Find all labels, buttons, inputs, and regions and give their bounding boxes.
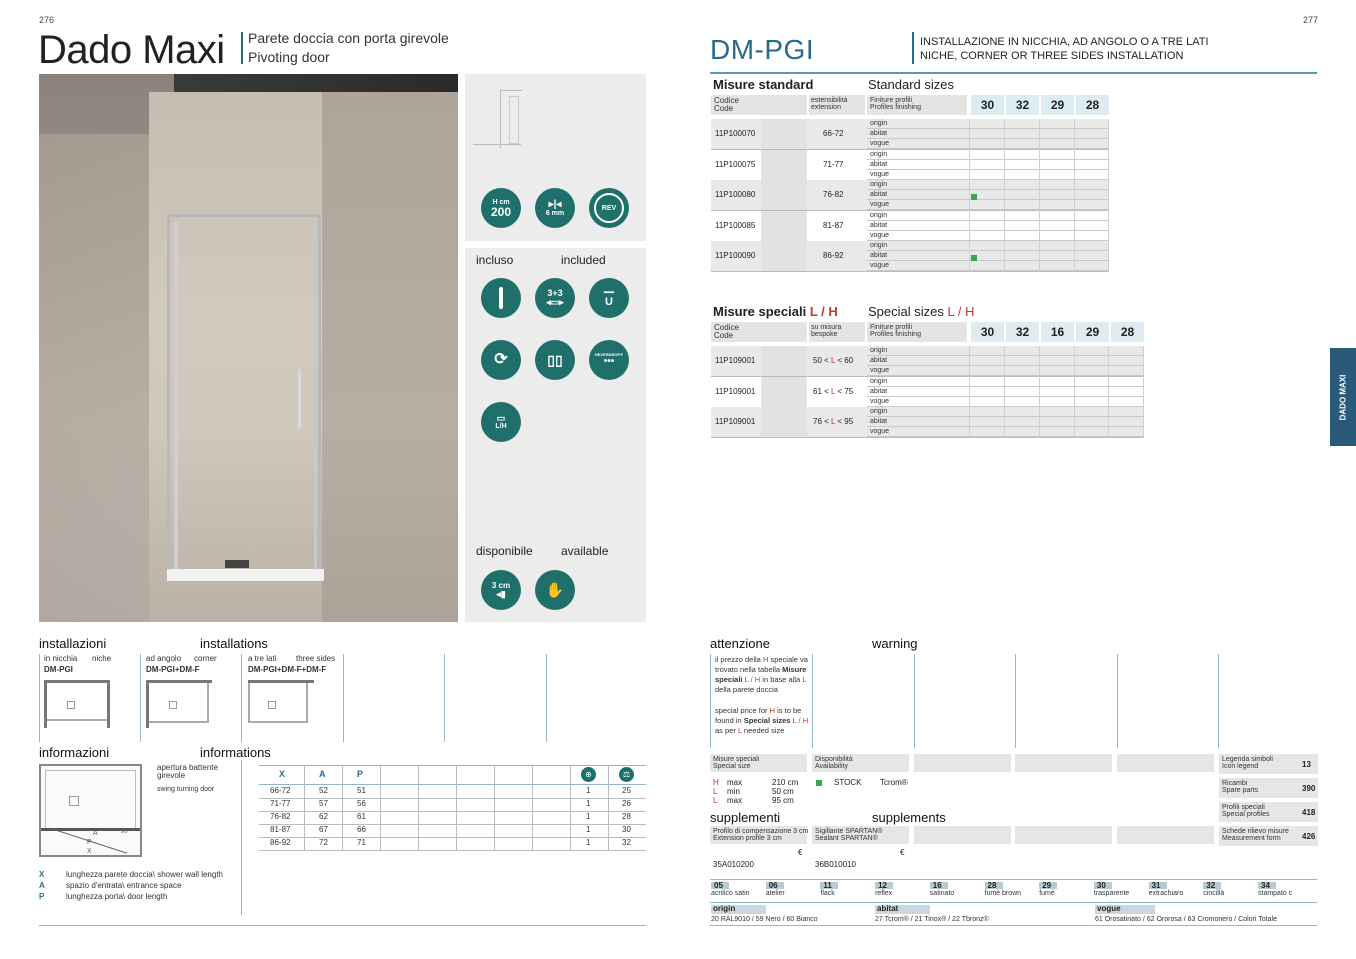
std-col-line — [969, 180, 970, 211]
sp-col-line — [969, 346, 970, 377]
u-profile-icon: ━━ U — [589, 278, 629, 318]
std-finish-line — [867, 220, 1108, 221]
std-col-line — [1004, 180, 1005, 211]
sp-row-finish: origin — [870, 347, 888, 354]
included-label-it: incluso — [476, 253, 514, 267]
special-size-values: H max 210 cm L min 50 cm L max 95 cm — [713, 778, 799, 806]
product-photo — [39, 74, 458, 622]
available-label-it: disponibile — [476, 544, 533, 558]
profile-group-items: 20 RAL9010 / 59 Nero / 60 Bianco — [711, 916, 818, 923]
info-cell-weight: 30 — [622, 825, 631, 834]
std-col-line — [1108, 150, 1109, 181]
std-col-line — [1108, 211, 1109, 242]
info-cell-a: 57 — [319, 799, 328, 808]
std-col-line — [1074, 119, 1075, 150]
sp-hdr-code: Codice Code — [714, 323, 739, 341]
door-panels-icon: ▯▯ — [535, 340, 575, 380]
info-cell-a: 72 — [319, 838, 328, 847]
warning-text-it: il prezzo della H speciale va trovato nella tabella Misure speciali L / H in base alla L della parete doccia — [715, 655, 808, 695]
std-row-ext: 71-77 — [823, 159, 844, 169]
std-row-finish: abitat — [870, 221, 888, 229]
sp-row-code: 11P109001 — [715, 417, 756, 427]
legend-key-x: X — [39, 870, 45, 879]
sp-row-range: 61 < L < 75 — [813, 386, 854, 396]
legend-box-page: 390 — [1302, 784, 1316, 793]
informations-title-en: informations — [200, 745, 271, 760]
install-three-sides-en: three sides — [296, 654, 336, 663]
subtitle-en: Pivoting door — [248, 49, 330, 65]
swatch-number: 11 — [823, 881, 832, 890]
std-row-finish: vogue — [870, 262, 890, 270]
opening-type-en: swing turning door — [157, 786, 215, 793]
sp-row-blank — [761, 377, 807, 408]
std-hdr-code: Codice Code — [714, 96, 739, 114]
std-row-ext: 66-72 — [823, 129, 844, 138]
std-col-line — [1074, 150, 1075, 181]
install-niche-code: DM-PGI — [44, 665, 73, 674]
std-row-finish: abitat — [870, 160, 888, 168]
legend-box-label: Legenda simboli Icon legend — [1222, 756, 1273, 771]
supplements-title-it: supplementi — [710, 810, 781, 825]
std-col-line — [1039, 241, 1040, 272]
swatch-name: fumè — [1039, 890, 1055, 897]
std-finish-line — [867, 260, 1108, 261]
std-row-ext: 81-87 — [823, 220, 844, 230]
std-finish-line — [867, 169, 1108, 170]
legend-key-p: P — [39, 892, 45, 901]
std-col-line — [1074, 241, 1075, 272]
profile-group-items: 61 Orosatinato / 62 Ororosa / 63 Cromonero / Colori Totale — [1095, 916, 1277, 923]
swatch-name: satinato — [929, 890, 955, 897]
sealant-icon: ✋ — [535, 570, 575, 610]
reversible-icon: REV — [589, 188, 629, 228]
legend-box-page: 13 — [1302, 760, 1311, 769]
warning-title-it: attenzione — [710, 636, 770, 651]
sp-row-finish: origin — [870, 377, 888, 385]
installation-it: INSTALLAZIONE IN NICCHIA, AD ANGOLO O A TRE LATI — [920, 36, 1209, 48]
std-row-blank — [761, 180, 807, 211]
std-row-finish: vogue — [870, 231, 890, 239]
sp-col-header: 16 — [1041, 322, 1074, 342]
std-hdr-finish: Finiture profili Profiles finishing — [870, 97, 921, 112]
sp-col-line — [969, 377, 970, 408]
info-cell-p: 56 — [357, 799, 366, 808]
sp-row-range: 76 < L < 95 — [813, 417, 854, 427]
info-cell-p: 66 — [357, 825, 366, 834]
swatch-number: 28 — [987, 881, 997, 890]
std-col-header: 30 — [971, 95, 1004, 115]
info-cell-x: 81-87 — [270, 825, 291, 834]
title-divider — [241, 32, 243, 64]
availability-title: Disponibilità Availability — [815, 756, 853, 771]
sp-col-line — [1074, 407, 1075, 438]
sp-col-line — [1143, 346, 1144, 377]
std-col-line — [1039, 150, 1040, 181]
info-cell-p: 71 — [357, 838, 366, 847]
height-200-icon: H cm 200 — [481, 188, 521, 228]
std-col-line — [1108, 180, 1109, 211]
sp-row-blank — [761, 407, 807, 438]
swatch-number: 05 — [714, 881, 723, 890]
sp-finish-line — [867, 386, 1143, 387]
sp-row-range: 50 < L < 60 — [813, 356, 854, 365]
swatch-number: 34 — [1261, 881, 1270, 890]
info-cell-p: 51 — [357, 786, 366, 795]
info-cell-weight: 25 — [622, 786, 631, 795]
std-row-finish: vogue — [870, 140, 890, 147]
special-title-it: Misure speciali L / H — [713, 304, 838, 319]
std-col-line — [1004, 150, 1005, 181]
install-corner-en: corner — [194, 654, 217, 663]
sp-row-finish: abitat — [870, 387, 888, 395]
std-row-blank — [761, 150, 807, 181]
stock-mark — [971, 194, 977, 200]
sp-row-finish: vogue — [870, 428, 890, 436]
supplement-1-currency: € — [798, 848, 803, 857]
standard-title-en: Standard sizes — [868, 77, 954, 92]
extension-3cm-icon: 3 cm ◂▮ — [481, 570, 521, 610]
info-cell-x: 71-77 — [270, 799, 291, 808]
sp-finish-line — [867, 416, 1143, 417]
sp-hdr-finish: Finiture profili Profiles finishing — [870, 324, 921, 339]
sp-col-header: 32 — [1006, 322, 1039, 342]
sp-row-finish: vogue — [870, 397, 890, 405]
supplements-title-en: supplements — [872, 810, 946, 825]
supplement-1-desc: Profilo di compensazione 3 cm Extension profile 3 cm — [713, 828, 809, 843]
info-cell-weight: 26 — [622, 799, 631, 808]
installations-title-it: installazioni — [39, 636, 107, 651]
corner-diagram — [146, 680, 212, 728]
std-finish-line — [867, 128, 1108, 129]
sp-col-line — [1074, 377, 1075, 408]
install-three-sides-code: DM-PGI+DM-F+DM-F — [248, 665, 327, 674]
info-cell-weight: 28 — [622, 812, 631, 821]
info-cell-a: 62 — [319, 812, 328, 821]
std-row-finish: abitat — [870, 130, 888, 137]
install-niche-it: in nicchia — [44, 654, 78, 663]
legend-box-label: Ricambi Spare parts — [1222, 780, 1259, 795]
installation-en: NICHE, CORNER OR THREE SIDES INSTALLATION — [920, 50, 1184, 62]
page-title: Dado Maxi — [38, 28, 225, 72]
glass-thickness-icon: ▸|◂ 6 mm — [535, 188, 575, 228]
swatch-number: 30 — [1096, 881, 1106, 890]
supplement-1-code: 35A010200 — [713, 860, 754, 869]
standard-title-it: Misure standard — [713, 77, 814, 92]
sp-hdr-ext: su misura bespoke — [811, 324, 842, 339]
std-col-header: 32 — [1006, 95, 1039, 115]
info-cell-a: 52 — [319, 786, 328, 795]
install-corner-code: DM-PGI+DM-F — [146, 665, 200, 674]
supplement-2-code: 36B010010 — [815, 860, 856, 869]
std-col-line — [969, 119, 970, 150]
std-col-line — [1039, 211, 1040, 242]
special-title-en: Special sizes L / H — [868, 304, 975, 319]
swatch-name: flack — [820, 890, 835, 897]
info-cell-p: 61 — [357, 812, 366, 821]
profile-group-items: 27 Tcrom® / 21 Tinox® / 22 Tbronz® — [875, 916, 989, 923]
swatch-number: 32 — [1206, 881, 1216, 890]
sp-finish-line — [867, 355, 1143, 356]
features-panel — [465, 74, 646, 241]
swatch-name: trasparente — [1093, 890, 1130, 897]
special-size-box-title: Misure speciali Special size — [713, 756, 760, 771]
info-cell-a: 67 — [319, 825, 328, 834]
swatch-name: atelier — [765, 890, 785, 897]
std-row-ext: 76-82 — [823, 190, 844, 200]
swatch-number: 12 — [878, 881, 887, 890]
sp-col-header: 30 — [971, 322, 1004, 342]
sp-col-line — [1143, 377, 1144, 408]
swatch-number: 31 — [1151, 881, 1161, 890]
std-finish-line — [867, 189, 1108, 190]
handle-icon — [481, 278, 521, 318]
opening-type-it: apertura battente girevole — [157, 763, 218, 781]
std-col-line — [1039, 180, 1040, 211]
available-label-en: available — [561, 544, 609, 558]
std-col-line — [1039, 119, 1040, 150]
sp-col-line — [1108, 377, 1109, 408]
info-row-line — [259, 850, 646, 851]
sp-col-line — [1004, 407, 1005, 438]
sp-col-line — [1143, 407, 1144, 438]
installations-title-en: installations — [200, 636, 268, 651]
info-cell-handles: 1 — [586, 786, 591, 795]
std-row-blank — [761, 211, 807, 242]
profile-group-name: origin — [713, 904, 736, 913]
std-col-line — [1108, 119, 1109, 150]
std-col-line — [1108, 241, 1109, 272]
std-col-line — [1004, 211, 1005, 242]
std-col-header: 28 — [1076, 95, 1109, 115]
swing-door-diagram: A P X 90° — [39, 764, 142, 857]
std-row-finish: abitat — [870, 252, 888, 260]
std-row-code: 11P100085 — [715, 220, 756, 230]
std-finish-line — [867, 138, 1108, 139]
sp-row-code: 11P109001 — [715, 386, 756, 396]
stock-mark — [971, 255, 977, 261]
install-corner-it: ad angolo — [146, 654, 182, 663]
std-col-line — [969, 150, 970, 181]
std-col-line — [1074, 211, 1075, 242]
std-col-line — [1004, 119, 1005, 150]
profile-group-name: vogue — [1097, 904, 1121, 913]
std-row-finish: origin — [870, 242, 888, 250]
legend-x: lunghezza parete doccia\ shower wall length — [66, 870, 223, 879]
sp-row-finish: origin — [870, 408, 888, 416]
info-cell-x: 66-72 — [270, 786, 291, 795]
stock-indicator — [816, 780, 822, 786]
std-row-line — [711, 271, 1108, 272]
side-tab: DADO MAXI — [1330, 348, 1356, 446]
install-three-sides-it: a tre lati — [248, 654, 277, 663]
std-finish-line — [867, 230, 1108, 231]
swatch-name: acrilico satin — [711, 890, 750, 897]
sp-col-line — [1074, 346, 1075, 377]
sp-finish-line — [867, 396, 1143, 397]
std-row-finish: origin — [870, 150, 888, 158]
install-niche-en: niche — [92, 654, 112, 663]
stock-tcrom: Tcrom® — [880, 778, 908, 787]
niche-diagram — [44, 680, 110, 728]
col-x: X — [279, 769, 286, 779]
std-row-code: 11P100090 — [715, 251, 756, 261]
std-hdr-ext: estensibilità extension — [811, 97, 848, 112]
three-sides-diagram — [248, 680, 314, 728]
swatch-number: 29 — [1042, 881, 1052, 890]
info-cell-x: 76-82 — [270, 812, 291, 821]
sp-col-line — [1004, 346, 1005, 377]
subtitle-it: Parete doccia con porta girevole — [248, 30, 449, 46]
lh-icon: ▭ L/H — [481, 402, 521, 442]
supplement-2-currency: € — [900, 848, 905, 857]
std-row-blank — [761, 241, 807, 272]
std-finish-line — [867, 250, 1108, 251]
col-a: A — [319, 769, 326, 779]
neverdrop-icon: NEVERDROP® ••• — [589, 340, 629, 380]
std-row-code: 11P100075 — [715, 159, 756, 169]
swatch-name: fumè brown — [984, 890, 1022, 897]
std-row-finish: origin — [870, 120, 888, 127]
legend-box-page: 426 — [1302, 832, 1316, 841]
swatch-name: stampato c — [1258, 890, 1293, 897]
sp-row-finish: abitat — [870, 357, 888, 364]
hinge-icon: ⟳ — [481, 340, 521, 380]
std-row-finish: vogue — [870, 201, 890, 209]
std-row-finish: origin — [870, 181, 888, 189]
product-code: DM-PGI — [710, 34, 815, 65]
legend-box-label: Profili speciali Special profiles — [1222, 804, 1270, 819]
std-col-line — [1074, 180, 1075, 211]
swatch-number: 16 — [932, 881, 942, 890]
std-col-line — [969, 211, 970, 242]
legend-box-label: Schede rilievo misure Measurement form — [1222, 828, 1289, 843]
std-row-finish: vogue — [870, 170, 890, 178]
warning-text-en: special price for H is to be found in Special sizes L / H as per L needed size — [715, 706, 809, 736]
stock-label: STOCK — [834, 778, 862, 787]
std-row-code: 11P100070 — [715, 129, 756, 138]
sp-row-finish: vogue — [870, 367, 890, 374]
included-panel — [465, 248, 646, 622]
col-p: P — [357, 769, 364, 779]
std-row-finish: origin — [870, 211, 888, 219]
informations-title-it: informazioni — [39, 745, 110, 760]
sp-row-line — [711, 437, 1143, 438]
sp-col-line — [1004, 377, 1005, 408]
swatch-name: cincillà — [1203, 890, 1225, 897]
info-cell-weight: 32 — [622, 838, 631, 847]
legend-a: spazio d'entrata\ entrance space — [66, 881, 182, 890]
adjustment-icon: 3+3 ◂▭▸ — [535, 278, 575, 318]
std-row-code: 11P100080 — [715, 190, 756, 200]
std-row-finish: abitat — [870, 191, 888, 199]
sp-col-line — [1039, 407, 1040, 438]
sp-col-line — [1108, 346, 1109, 377]
warning-title-en: warning — [872, 636, 918, 651]
info-cell-x: 86-92 — [270, 838, 291, 847]
swatch-name: reflex — [875, 890, 893, 897]
legend-box-page: 418 — [1302, 808, 1316, 817]
sp-finish-line — [867, 365, 1143, 366]
legend-p: lunghezza porta\ door length — [66, 892, 168, 901]
swatch-number: 06 — [768, 881, 778, 890]
weight-icon: ⚖ — [619, 767, 634, 782]
sp-col-header: 29 — [1076, 322, 1109, 342]
handle-count-icon: ⊕ — [581, 767, 596, 782]
supplement-2-desc: Sigillante SPARTAN® Sealant SPARTAN® — [815, 828, 883, 843]
sp-row-blank — [761, 346, 807, 377]
std-row-blank — [761, 119, 807, 150]
std-col-line — [969, 241, 970, 272]
swatch-name: extrachiaro — [1148, 890, 1184, 897]
page-number-left: 276 — [39, 15, 55, 25]
included-label-en: included — [561, 253, 606, 267]
page-number-right: 277 — [1303, 15, 1319, 25]
legend-key-a: A — [39, 881, 45, 890]
sp-col-header: 28 — [1111, 322, 1144, 342]
sp-col-line — [1108, 407, 1109, 438]
std-col-header: 29 — [1041, 95, 1074, 115]
sp-col-line — [1039, 377, 1040, 408]
sp-col-line — [1039, 346, 1040, 377]
sp-finish-line — [867, 426, 1143, 427]
std-finish-line — [867, 159, 1108, 160]
std-row-ext: 86-92 — [823, 251, 844, 261]
info-cell-handles: 1 — [586, 838, 591, 847]
profile-group-name: abitat — [877, 904, 899, 913]
info-cell-handles: 1 — [586, 825, 591, 834]
std-finish-line — [867, 199, 1108, 200]
info-cell-handles: 1 — [586, 799, 591, 808]
info-cell-handles: 1 — [586, 812, 591, 821]
std-col-line — [1004, 241, 1005, 272]
sp-col-line — [969, 407, 970, 438]
sp-row-code: 11P109001 — [715, 356, 756, 365]
sp-row-finish: abitat — [870, 418, 888, 426]
